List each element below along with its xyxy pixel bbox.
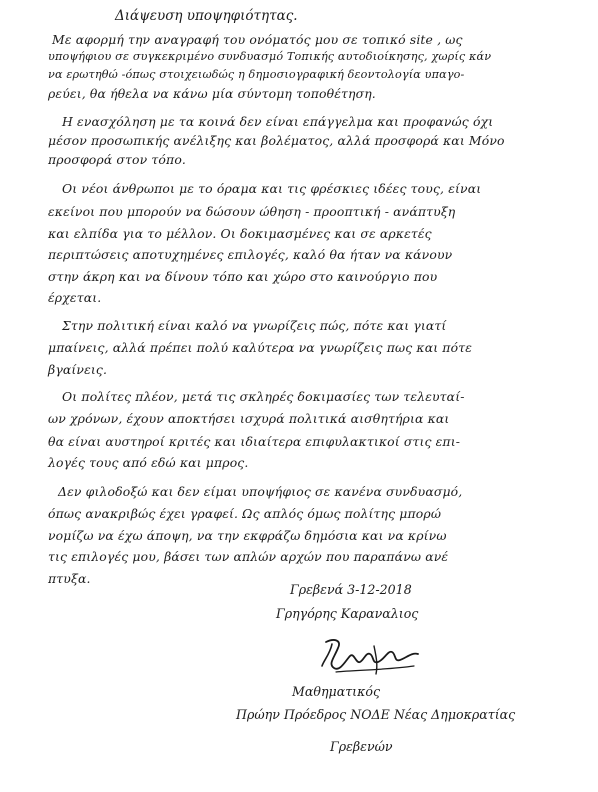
letter-line: προσφορά στον τόπο. [48,152,187,167]
letter-line: και ελπίδα για το μέλλον. Οι δοκιμασμένες και σε αρκετές [48,226,432,241]
letter-line: βγαίνεις. [48,362,108,377]
author-name: Γρηγόρης Καραναλιος [276,606,419,621]
letter-line: περιπτώσεις αποτυχημένες επιλογές, καλό θα ήταν να κάνουν [48,247,453,262]
place-date: Γρεβενά 3-12-2018 [290,582,412,597]
profession: Μαθηματικός [292,684,381,699]
former-position: Πρώην Πρόεδρος ΝΟΔΕ Νέας Δημοκρατίας [236,707,516,722]
letter-line: ρεύει, θα ήθελα να κάνω μία σύντομη τοποθέτηση. [48,86,376,101]
letter-line: τις επιλογές μου, βάσει των απλών αρχών που παραπάνω ανέ [48,549,449,564]
letter-line: νομίζω να έχω άποψη, να την εκφράζω δημόσια και να κρίνω [48,528,447,543]
letter-line: υποψήφιου σε συγκεκριμένο συνδυασμό Τοπικής αυτοδιοίκησης, χωρίς κάν [48,50,492,63]
region: Γρεβενών [330,739,393,754]
signature-icon [316,630,426,680]
letter-line: Η ενασχόληση με τα κοινά δεν είναι επάγγελμα και προφανώς όχι [62,114,494,129]
letter-line: Δεν φιλοδοξώ και δεν είμαι υποψήφιος σε κανένα συνδυασμό, [58,484,463,499]
letter-line: πτυξα. [48,571,91,586]
letter-line: έρχεται. [48,290,102,305]
letter-line: να ερωτηθώ -όπως στοιχειωδώς η δημοσιογραφική δεοντολογία υπαγο- [48,68,465,81]
letter-line: λογές τους από εδώ και μπρος. [48,455,249,470]
letter-line: ων χρόνων, έχουν αποκτήσει ισχυρά πολιτικά αισθητήρια και [48,411,450,426]
letter-line: Στην πολιτική είναι καλό να γνωρίζεις πώς, πότε και γιατί [62,318,447,333]
letter-line: Με αφορμή την αναγραφή του ονόματός μου σε τοπικό site , ως [52,32,463,47]
letter-line: στην άκρη και να δίνουν τόπο και χώρο στο καινούργιο που [48,269,438,284]
letter-line: Οι νέοι άνθρωποι με το όραμα και τις φρέσκιες ιδέες τους, είναι [62,181,482,196]
letter-line: εκείνοι που μπορούν να δώσουν ώθηση - προοπτική - ανάπτυξη [48,204,456,219]
letter-title: Διάψευση υποψηφιότητας. [115,8,298,24]
letter-line: μέσον προσωπικής ανέλιξης και βολέματος, αλλά προσφορά και Μόνο [48,133,505,148]
letter-line: όπως ανακριβώς έχει γραφεί. Ως απλός όμως πολίτης μπορώ [48,506,442,521]
letter-line: θα είναι αυστηροί κριτές και ιδιαίτερα επιφυλακτικοί στις επι- [48,434,461,449]
letter-line: Οι πολίτες πλέον, μετά τις σκληρές δοκιμασίες των τελευταί- [62,389,465,404]
letter-line: μπαίνεις, αλλά πρέπει πολύ καλύτερα να γνωρίζεις πως και πότε [48,340,473,355]
